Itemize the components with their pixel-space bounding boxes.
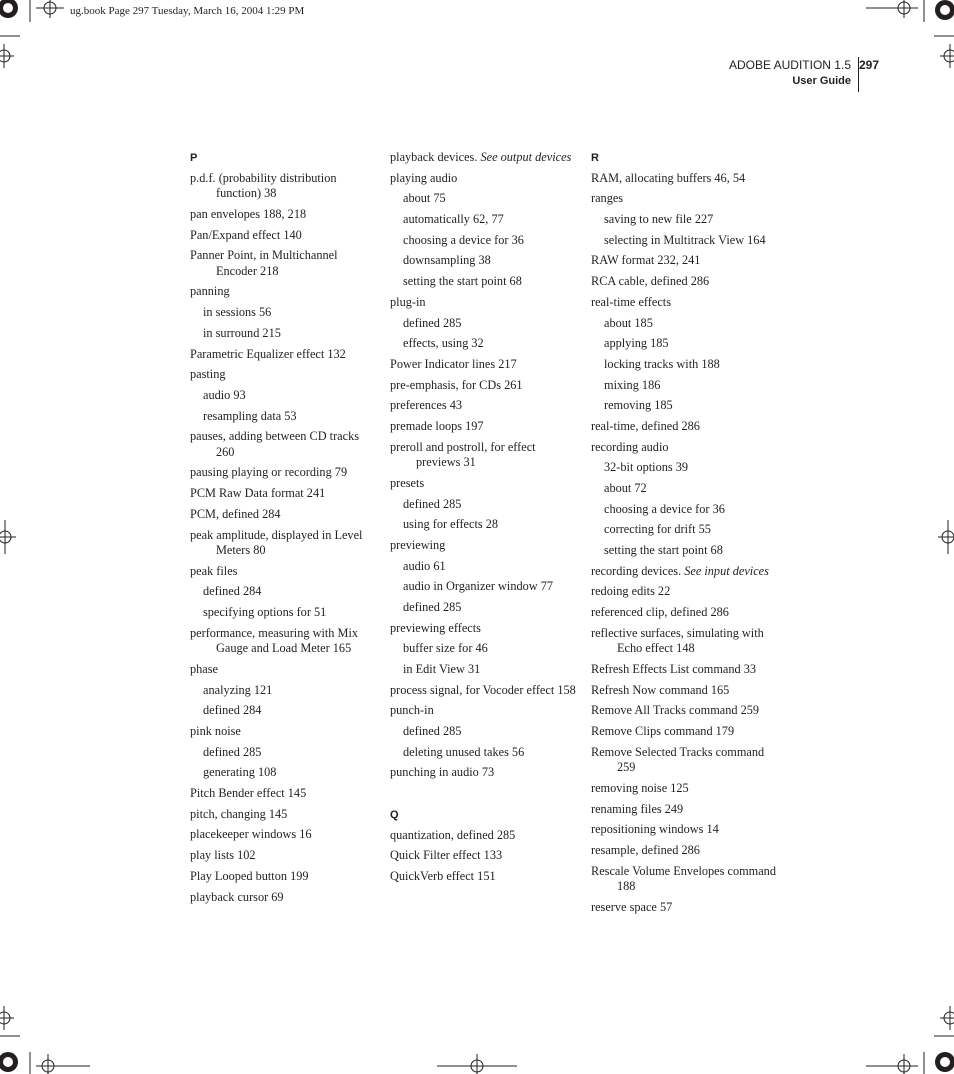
print-slug: ug.book Page 297 Tuesday, March 16, 2004 1:29 PM	[70, 5, 305, 17]
index-entry: presets	[390, 475, 425, 490]
index-entry: phase	[190, 661, 218, 676]
index-entry: pink noise	[190, 724, 241, 738]
index-subentry: about 185	[604, 315, 653, 330]
index-subentry: choosing a device for 36	[403, 232, 524, 247]
index-entry: preferences 43	[390, 398, 463, 413]
index-subentry: deleting unused takes 56	[403, 744, 525, 759]
index-entry: Power Indicator lines 217	[390, 356, 517, 371]
index-entry: performance, measuring with Mix Gauge and Load Meter 165	[190, 625, 359, 656]
index-entry: Play Looped button 199	[190, 868, 309, 883]
index-entry: quantization, defined 285	[390, 827, 516, 842]
index-entry: pasting	[190, 367, 226, 382]
index-entry: PCM Raw Data format 241	[190, 486, 326, 501]
index-subentry: defined 285	[403, 496, 462, 511]
index-subentry: analyzing 121	[203, 682, 273, 697]
index-entry: Remove Selected Tracks command 259	[591, 744, 765, 775]
index-entry: pre-emphasis, for CDs 261	[390, 377, 523, 392]
page-number: 297	[858, 58, 879, 72]
index-subentry: defined 285	[203, 744, 262, 759]
index-entry: QuickVerb effect 151	[390, 868, 496, 883]
index-letter-heading: R	[591, 152, 599, 164]
index-subentry: mixing 186	[604, 377, 661, 392]
index-subentry: defined 284	[203, 584, 262, 599]
index-entry: Panner Point, in Multichannel Encoder 218	[190, 248, 338, 278]
index-subentry: audio 61	[403, 558, 446, 573]
index-subentry: effects, using 32	[403, 336, 484, 351]
index-entry: placekeeper windows 16	[190, 827, 312, 842]
index-entry: reflective surfaces, simulating with Echo effect 148	[591, 625, 764, 656]
index-entry: punching in audio 73	[390, 765, 495, 780]
index-subentry: defined 285	[403, 724, 462, 739]
guide-title: User Guide	[792, 75, 851, 87]
index-entry: real-time effects	[591, 294, 671, 309]
index-subentry: generating 108	[203, 765, 277, 780]
see-reference: See output devices	[480, 150, 572, 164]
index-letter-heading: Q	[390, 808, 399, 821]
see-reference: See input devices	[684, 563, 769, 578]
index-subentry: downsampling 38	[403, 253, 491, 268]
index-entry	[591, 564, 781, 580]
index-subentry: in sessions 56	[203, 305, 272, 320]
index-entry: premade loops 197	[390, 418, 484, 433]
index-entry: Parametric Equalizer effect 132	[190, 346, 346, 361]
index-entry: Pitch Bender effect 145	[190, 786, 307, 801]
index-column-3	[591, 150, 781, 921]
index-subentry: buffer size for 46	[403, 641, 488, 656]
index-entry: p.d.f. (probability distribution function) 38	[190, 170, 337, 201]
index-subentry: defined 285	[403, 315, 462, 330]
index-entry: resample, defined 286	[591, 843, 700, 857]
index-subentry: removing 185	[604, 398, 673, 413]
index-entry: playing audio	[390, 170, 458, 185]
index-subentry: saving to new file 227	[604, 212, 714, 227]
index-entry: reserve space 57	[591, 899, 673, 914]
index-subentry: correcting for drift 55	[604, 522, 711, 537]
index-entry: Refresh Now command 165	[591, 682, 730, 697]
index-subentry: selecting in Multitrack View 164	[604, 232, 766, 247]
index-entry: pan envelopes 188, 218	[190, 206, 307, 221]
index-subentry: 32-bit options 39	[604, 460, 689, 475]
index-entry: Rescale Volume Envelopes command 188	[591, 863, 776, 894]
index-entry: pitch, changing 145	[190, 806, 288, 821]
index-letter-heading: P	[190, 152, 198, 164]
index-entry: peak files	[190, 563, 238, 578]
index-entry: RAM, allocating buffers 46, 54	[591, 170, 746, 185]
index-subentry: about 72	[604, 481, 647, 495]
index-entry: PCM, defined 284	[190, 506, 281, 521]
index-entry: playback cursor 69	[190, 889, 284, 904]
index-subentry: setting the start point 68	[403, 274, 522, 289]
index-entry: repositioning windows 14	[591, 822, 719, 837]
index-entry: peak amplitude, displayed in Level Meters 80	[190, 527, 363, 557]
index-entry: panning	[190, 284, 230, 299]
index-entry: Quick Filter effect 133	[390, 848, 503, 863]
index-subentry: in Edit View 31	[403, 662, 481, 676]
index-subentry: audio in Organizer window 77	[403, 579, 554, 594]
index-subentry: resampling data 53	[203, 408, 297, 423]
index-subentry: automatically 62, 77	[403, 212, 504, 227]
index-entry: redoing edits 22	[591, 584, 671, 599]
index-entry: punch-in	[390, 703, 434, 718]
index-entry: pausing playing or recording 79	[190, 465, 348, 480]
index-entry	[390, 150, 580, 166]
index-entry: play lists 102	[190, 848, 256, 863]
index-entry: referenced clip, defined 286	[591, 605, 729, 620]
section-gap	[390, 786, 580, 807]
index-column-2	[390, 150, 580, 890]
index-entry: Remove All Tracks command 259	[591, 703, 760, 718]
index-entry: RAW format 232, 241	[591, 253, 701, 268]
index-entry: process signal, for Vocoder effect 158	[390, 682, 576, 697]
index-entry: real-time, defined 286	[591, 418, 700, 433]
index-entry: previewing effects	[390, 620, 481, 635]
index-entry: removing noise 125	[591, 780, 689, 795]
index-subentry: using for effects 28	[403, 517, 499, 532]
index-entry: RCA cable, defined 286	[591, 274, 710, 289]
index-entry: preroll and postroll, for effect previews 31	[390, 439, 536, 470]
index-column-1	[190, 150, 380, 910]
index-entry: recording audio	[591, 439, 669, 454]
index-subentry: setting the start point 68	[604, 543, 723, 558]
index-entry: Refresh Effects List command 33	[591, 662, 757, 676]
index-entry: plug-in	[390, 294, 426, 309]
index-subentry: choosing a device for 36	[604, 501, 725, 516]
index-subentry: about 75	[403, 191, 446, 206]
index-subentry: locking tracks with 188	[604, 356, 720, 371]
index-entry: pauses, adding between CD tracks 260	[190, 429, 360, 459]
index-subentry: in surround 215	[203, 325, 281, 340]
product-name: ADOBE AUDITION 1.5	[728, 58, 851, 72]
index-entry: Remove Clips command 179	[591, 724, 735, 739]
index-entry: Pan/Expand effect 140	[190, 227, 302, 242]
entry-text: playback devices.	[390, 150, 481, 164]
index-subentry: specifying options for 51	[203, 605, 327, 620]
index-subentry: audio 93	[203, 387, 246, 402]
index-entry: renaming files 249	[591, 801, 684, 816]
index-entry: ranges	[591, 191, 624, 206]
index-subentry: defined 284	[203, 703, 262, 718]
index-subentry: applying 185	[604, 336, 669, 351]
entry-text: recording devices.	[591, 563, 685, 578]
index-subentry: defined 285	[403, 599, 462, 614]
index-entry: previewing	[390, 537, 446, 552]
